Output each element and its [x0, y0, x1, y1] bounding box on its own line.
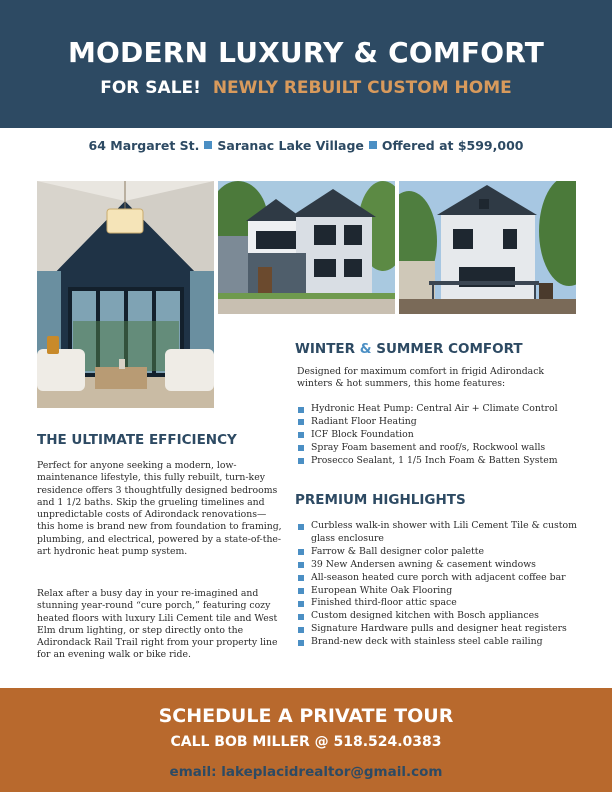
list-item: All-season heated cure porch with adjacent coffee bar	[297, 572, 587, 585]
list-item: ICF Block Foundation	[297, 429, 587, 442]
list-item: Farrow & Ball designer color palette	[297, 546, 587, 559]
list-item: 39 New Andersen awning & casement windows	[297, 559, 587, 572]
list-item: Radiant Floor Heating	[297, 416, 587, 429]
summer-title-part: SUMMER COMFORT	[376, 341, 523, 357]
street-address: 64 Margaret St.	[88, 138, 200, 153]
efficiency-paragraph-2: Relax after a busy day in your re-imagined and stunning year-round “cure porch,” featuring cozy heated floors with luxury Lili Cement tile and West Elm drum lighting, or step directly onto the Adirondack Rail Trail right from your property line for an evening walk or bike ride.	[37, 588, 278, 661]
list-item: Finished third-floor attic space	[297, 597, 587, 610]
square-bullet-icon	[204, 141, 212, 149]
premium-feature-list	[297, 520, 587, 649]
list-item: Prosecco Sealant, 1 1/5 Inch Foam & Batten System	[297, 455, 587, 468]
address-line	[0, 136, 612, 156]
list-item: Spray Foam basement and roof/s, Rockwool walls	[297, 442, 587, 455]
list-item: European White Oak Flooring	[297, 585, 587, 598]
newly-rebuilt-label: NEWLY REBUILT CUSTOM HOME	[212, 78, 512, 98]
efficiency-paragraph-1: Perfect for anyone seeking a modern, low-maintenance lifestyle, this fully rebuilt, turn-key residence offers 3 thoughtfully designed bedrooms and 1 1/2 baths. Skip the grueling timelines and unpredictable costs of Adirondack renovations—this home is brand new from foundation to framing, plumbing, and electrical, powered by a state-of-the-art hydronic heat pump system.	[37, 460, 282, 558]
premium-highlights-title: PREMIUM HIGHLIGHTS	[295, 492, 466, 508]
headline: MODERN LUXURY & COMFORT	[67, 36, 545, 69]
winter-feature-list	[297, 403, 587, 468]
list-item: Hydronic Heat Pump: Central Air + Climate Control	[297, 403, 587, 416]
subheadline	[0, 77, 612, 99]
winter-intro-text: Designed for maximum comfort in frigid Adirondack winters & hot summers, this home features:	[297, 366, 545, 390]
village-name: Saranac Lake Village	[217, 138, 364, 153]
house-front-photo	[218, 181, 395, 314]
list-item: Brand-new deck with stainless steel cable railing	[297, 636, 587, 649]
winter-summer-title	[295, 340, 523, 358]
price: Offered at $599,000	[381, 138, 524, 153]
list-item: Curbless walk-in shower with Lili Cement Tile & custom glass enclosure	[297, 520, 587, 546]
list-item: Signature Hardware pulls and designer heat registers	[297, 623, 587, 636]
header-banner	[0, 0, 612, 128]
porch-interior-photo	[37, 181, 214, 408]
email-contact: email: lakeplacidrealtor@gmail.com	[169, 764, 443, 780]
schedule-tour-heading: SCHEDULE A PRIVATE TOUR	[158, 705, 454, 727]
efficiency-title: THE ULTIMATE EFFICIENCY	[37, 432, 237, 448]
square-bullet-icon	[369, 141, 377, 149]
house-rear-photo	[399, 181, 576, 314]
call-agent-line: CALL BOB MILLER @ 518.524.0383	[170, 734, 442, 750]
list-item: Custom designed kitchen with Bosch appliances	[297, 610, 587, 623]
contact-footer	[0, 688, 612, 792]
ampersand: &	[359, 341, 372, 357]
winter-title-part: WINTER	[295, 341, 356, 357]
for-sale-label: FOR SALE!	[100, 78, 201, 98]
